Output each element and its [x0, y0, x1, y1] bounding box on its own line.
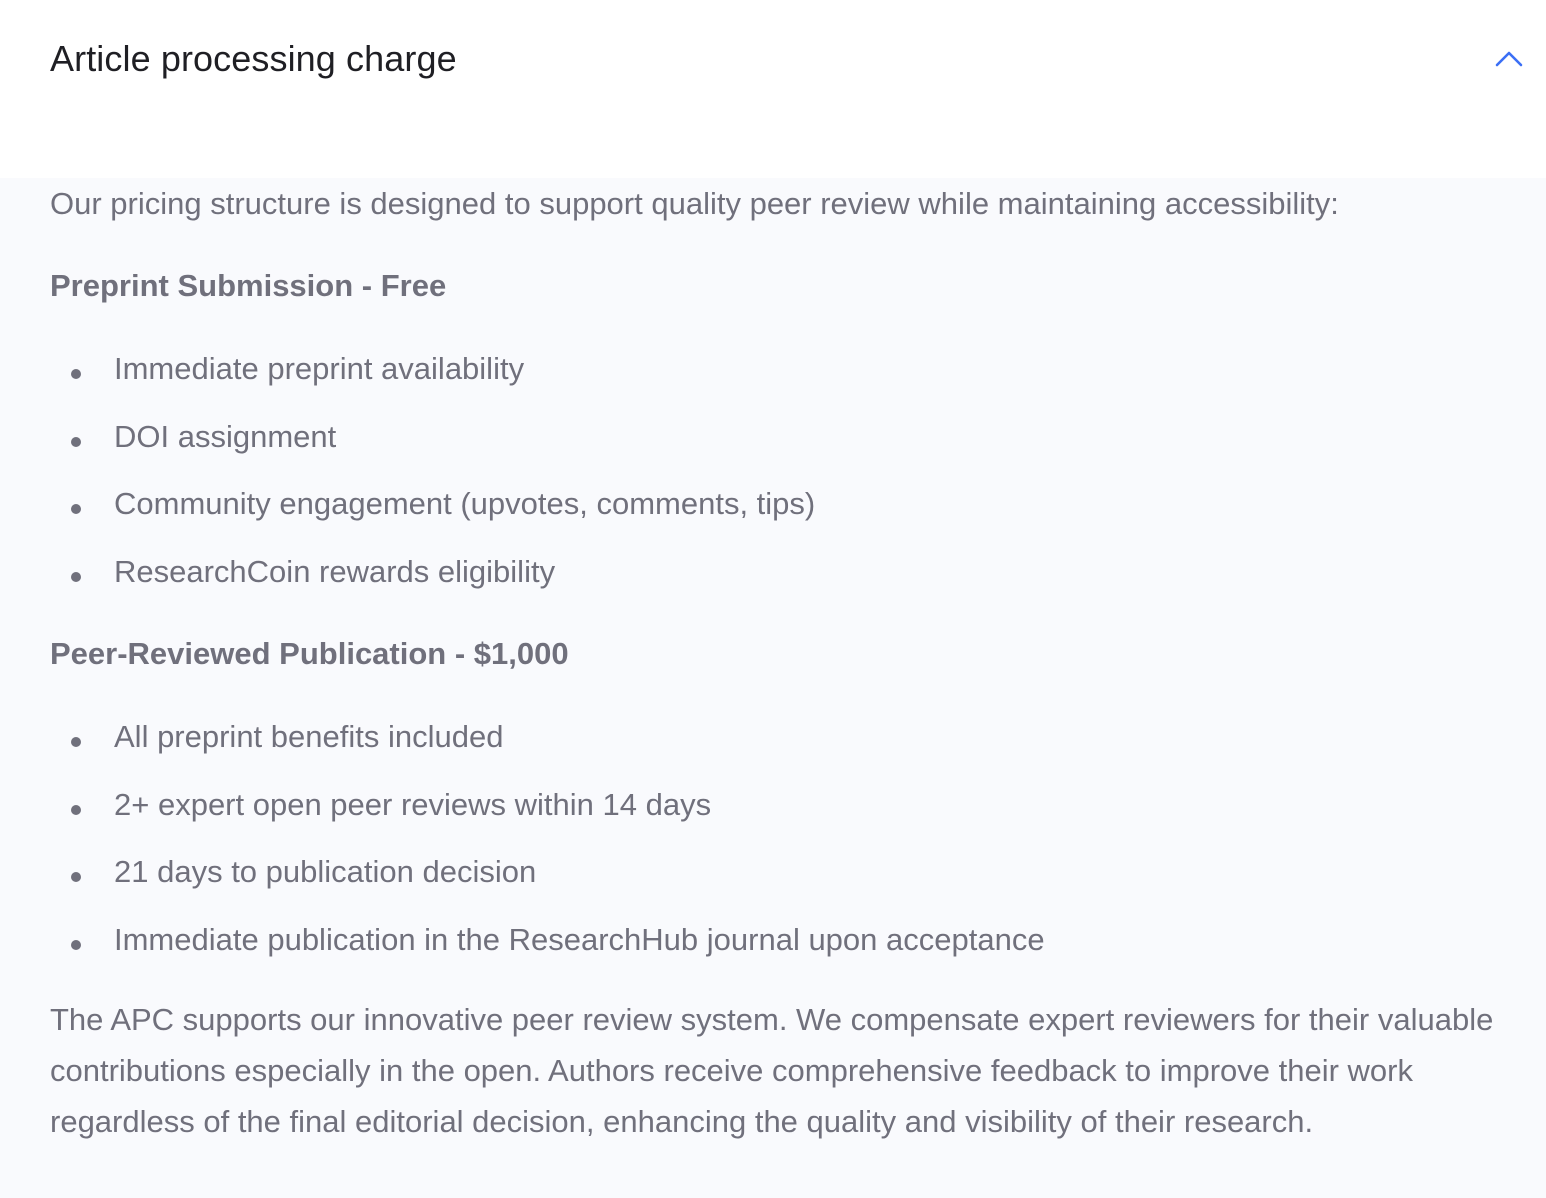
bullet-icon — [71, 504, 81, 514]
peer-reviewed-section-title: Peer-Reviewed Publication - $1,000 — [50, 636, 569, 671]
accordion-header[interactable] — [0, 0, 1546, 178]
preprint-section-title: Preprint Submission - Free — [50, 268, 447, 303]
accordion-title: Article processing charge — [50, 38, 457, 79]
bullet-icon — [71, 437, 81, 447]
bullet-icon — [71, 805, 81, 815]
closing-paragraph: The APC supports our innovative peer review system. We compensate expert reviewers for their valuable contributions especially in the open. Authors receive comprehensive feedback to improve their work regardless of the final editorial decision, enhancing the quality and visibility of their research. — [50, 1002, 1494, 1139]
chevron-up-icon[interactable] — [1494, 46, 1524, 70]
accordion-body: Our pricing structure is designed to support quality peer review while maintaining accessibility: Preprint Submission - Free Immediate preprint availability DOI assignment Community engagement (upvotes, comments, tips) ResearchCoin rewards eligibility Peer-Reviewed Publication - $1,000 All preprint benefits included 2+ expert open peer reviews within 14 days 21 days to publication decision Immediate publication in the ResearchHub journal upon acceptance The APC supports our innovative peer review system. We compensate expert reviewers for their valuable contributions especially in the open. Authors receive comprehensive feedback to improve their work regardless of the final editorial decision, enhancing the quality and visibility of their research. — [0, 178, 1546, 1198]
bullet-icon — [71, 737, 81, 747]
bullet-icon — [71, 940, 81, 950]
intro-text: Our pricing structure is designed to support quality peer review while maintaining accessibility: — [50, 186, 1339, 221]
bullet-icon — [71, 369, 81, 379]
bullet-icon — [71, 572, 81, 582]
bullet-icon — [71, 872, 81, 882]
